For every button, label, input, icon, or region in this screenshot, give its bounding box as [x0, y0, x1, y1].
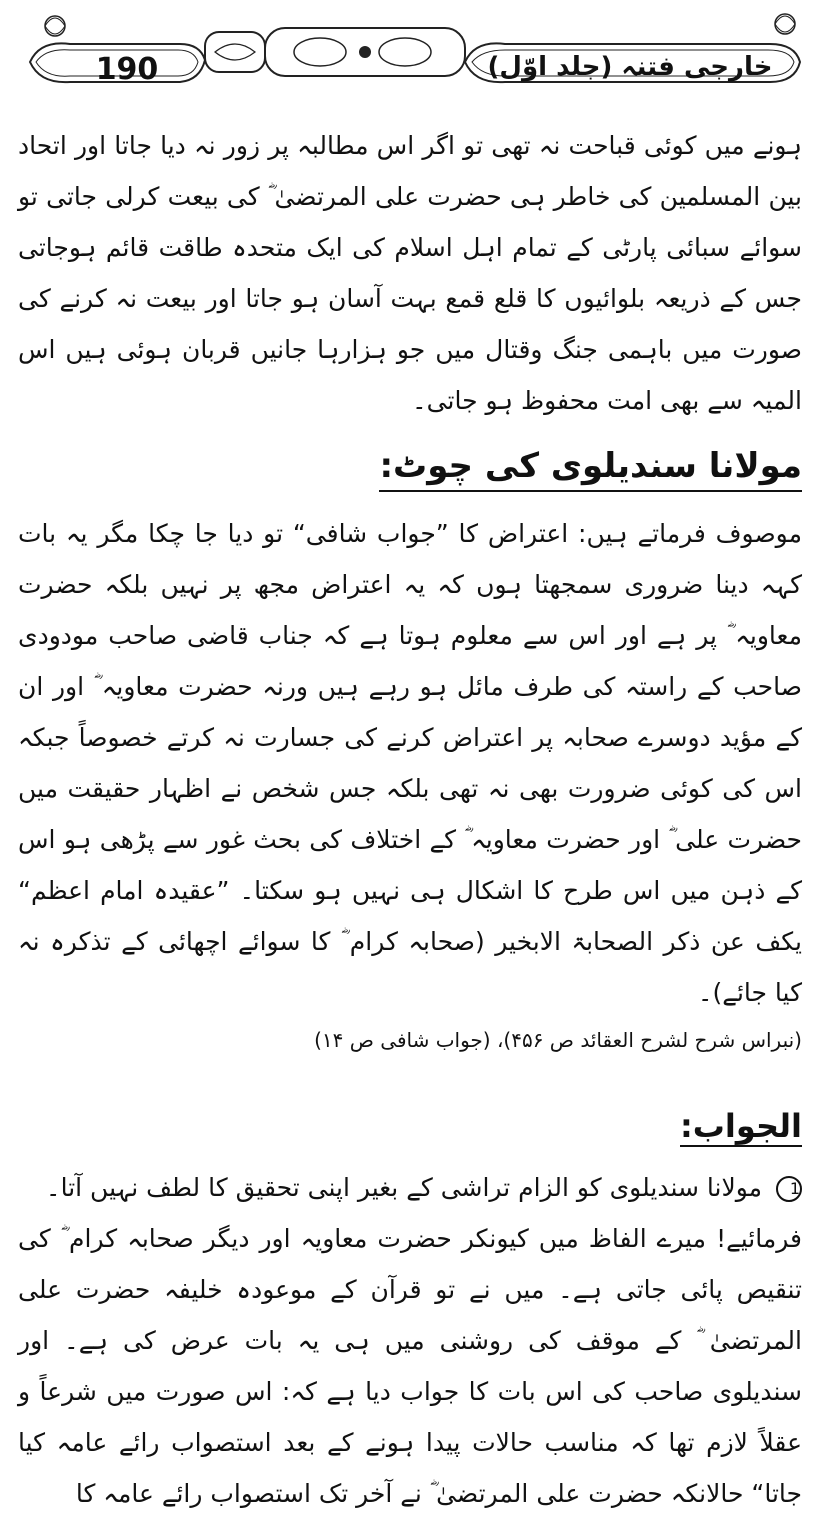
section-heading: [18, 436, 802, 496]
book-title: خارجی فتنہ (جلد اوّل): [487, 52, 773, 82]
page-number: 190: [95, 52, 159, 87]
reference-citation: (نبراس شرح لشرح العقائد ص ۴۵۶)، (جواب شافی ص ۱۴): [314, 1028, 802, 1052]
section-heading-text: مولانا سندیلوی کی چوٹ:: [379, 446, 802, 492]
answer-point-1-text: مولانا سندیلوی کو الزام تراشی کے بغیر اپنی تحقیق کا لطف نہیں آتا۔: [45, 1173, 763, 1202]
answer-heading: [18, 1098, 802, 1154]
paragraph-2: موصوف فرماتے ہیں: اعتراض کا ”جواب شافی“ تو دیا جا چکا مگر یہ بات کہہ دینا ضروری سمجھتا ہوں کہ یہ اعتراض مجھ پر نہیں بلکہ حضرت معاویہ ؓ پر ہے اور اس سے معلوم ہوتا ہے کہ جناب قاضی صاحب مودودی صاحب کے راستہ کی طرف مائل ہو رہے ہیں ورنہ حضرت معاویہ ؓ اور ان کے مؤید دوسرے صحابہ پر اعتراض کرنے کی جسارت نہ کرتے خصوصاً جبکہ اس کی کوئی ضرورت بھی نہ تھی بلکہ جس شخص نے اظہار حقیقت میں حضرت علی ؓ اور حضرت معاویہ ؓ کے اختلاف کی بحث غور سے پڑھی ہو اس کے ذہن میں اس طرح کا اشکال ہی نہیں ہو سکتا۔ ”عقیدہ امام اعظم“ یکف عن ذکر الصحابۃ الابخیر (صحابہ کرام ؓ کا سوائے اچھائی کے تذکرہ نہ کیا جائے)۔: [18, 519, 802, 1007]
answer-heading-text: الجواب:: [679, 1107, 802, 1145]
page-body: [18, 120, 802, 1519]
page-header: [0, 0, 820, 120]
answer-point-1: [18, 1162, 802, 1213]
paragraph-1: ہونے میں کوئی قباحت نہ تھی تو اگر اس مطالبہ پر زور نہ دیا جاتا اور اتحاد بین المسلمین کی خاطر ہی حضرت علی المرتضیٰ ؓ کی بیعت کرلی جاتی تو سوائے سبائی پارٹی کے تمام اہل اسلام کی ایک متحدہ طاقت قائم ہوجاتی جس کے ذریعہ بلوائیوں کا قلع قمع بہت آسان ہو جاتا اور بیعت نہ کرنے کی صورت میں باہمی جنگ وقتال میں جو ہزارہا جانیں قربان ہوئی ہیں اس المیہ سے بھی امت محفوظ ہو جاتی۔: [18, 131, 802, 415]
paragraph-3: فرمائیے! میرے الفاظ میں کیونکر حضرت معاویہ اور دیگر صحابہ کرام ؓ کی تنقیص پائی جاتی ہے۔ میں نے تو قرآن کے موعودہ خلیفہ حضرت علی المرتضیٰ ؓ کے موقف کی روشنی میں ہی یہ بات عرض کی ہے۔ اور سندیلوی صاحب کی اس بات کا جواب دیا ہے کہ: اس صورت میں شرعاً و عقلاً لازم تھا کہ مناسب حالات پیدا ہونے کے بعد استصواب رائے عامہ کیا جاتا“ حالانکہ حضرت علی المرتضیٰ ؓ نے آخر تک استصواب رائے عامہ کا: [18, 1224, 802, 1508]
point-number-badge: 1: [776, 1176, 802, 1202]
